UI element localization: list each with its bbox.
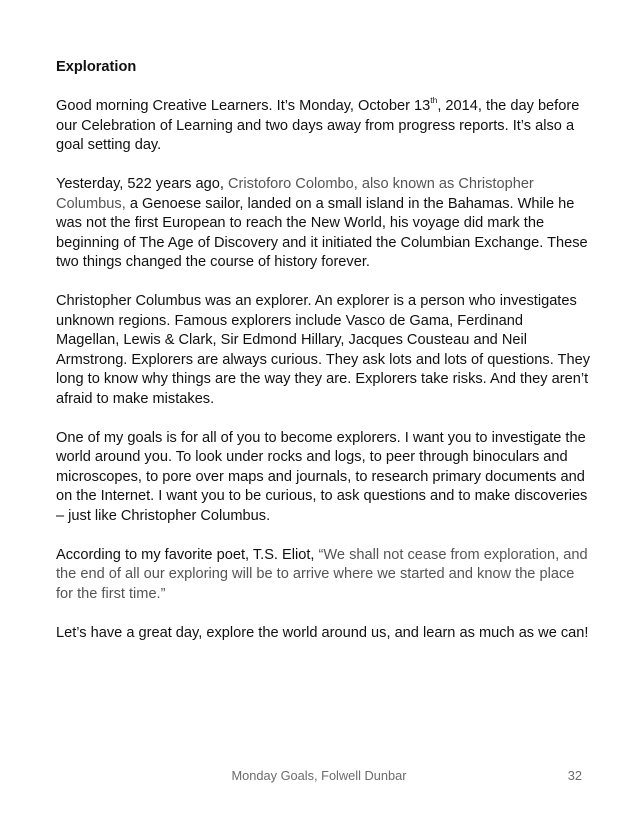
history-text-start: Yesterday, 522 years ago, bbox=[56, 176, 228, 192]
ordinal-suffix: th bbox=[430, 95, 438, 106]
paragraph-closing: Let’s have a great day, explore the world around us, and learn as much as we can! bbox=[56, 624, 589, 641]
history-text-end: a Genoese sailor, landed on a small island in the Bahamas. While he was not the first European to reach the New World, his voyage did mark the beginning of The Age of Discovery and it initiated the Columbian Exchange. These two things changed the course of history forever. bbox=[56, 195, 588, 270]
quote-intro: According to my favorite poet, T.S. Eliot, bbox=[56, 546, 319, 563]
footer-title: Monday Goals, Folwell Dunbar bbox=[231, 768, 407, 783]
document-title: Exploration bbox=[56, 59, 137, 75]
eliot-quote: “We shall not cease from exploration, and the end of all our exploring will be to arrive where we started and know the place for the first time.” bbox=[56, 546, 588, 602]
columbus-name-highlight: Cristoforo Colombo, also known as Christopher Columbus, bbox=[56, 176, 534, 212]
paragraph-columbus-history bbox=[56, 175, 590, 273]
paragraph-goals: One of my goals is for all of you to become explorers. I want you to investigate the world around you. To look under rocks and logs, to peer through binoculars and microscopes, to pore over maps and journals, to research primary documents and on the Internet. I want you to be curious, to ask questions and to make discoveries – just like Christopher Columbus. bbox=[56, 429, 588, 524]
paragraph-explorers: Christopher Columbus was an explorer. An explorer is a person who investigates unknown regions. Famous explorers include Vasco de Gama, Ferdinand Magellan, Lewis & Clark, Sir Edmond Hillary, Jacques Cousteau and Neil Armstrong. Explorers are always curious. They ask lots and lots of questions. They long to know why things are the way they are. Explorers take risks. And they aren’t afraid to make mistakes. bbox=[56, 293, 590, 407]
greeting-text-start: Good morning Creative Learners. It’s Monday, October 13 bbox=[56, 98, 431, 114]
paragraph-greeting bbox=[56, 97, 590, 156]
greeting-text-end: , 2014, the day before our Celebration of Learning and two days away from progress reports. It’s also a goal setting day. bbox=[56, 98, 580, 153]
paragraph-eliot-quote bbox=[56, 546, 590, 605]
document-body bbox=[56, 58, 590, 663]
page-number: 32 bbox=[567, 768, 582, 783]
